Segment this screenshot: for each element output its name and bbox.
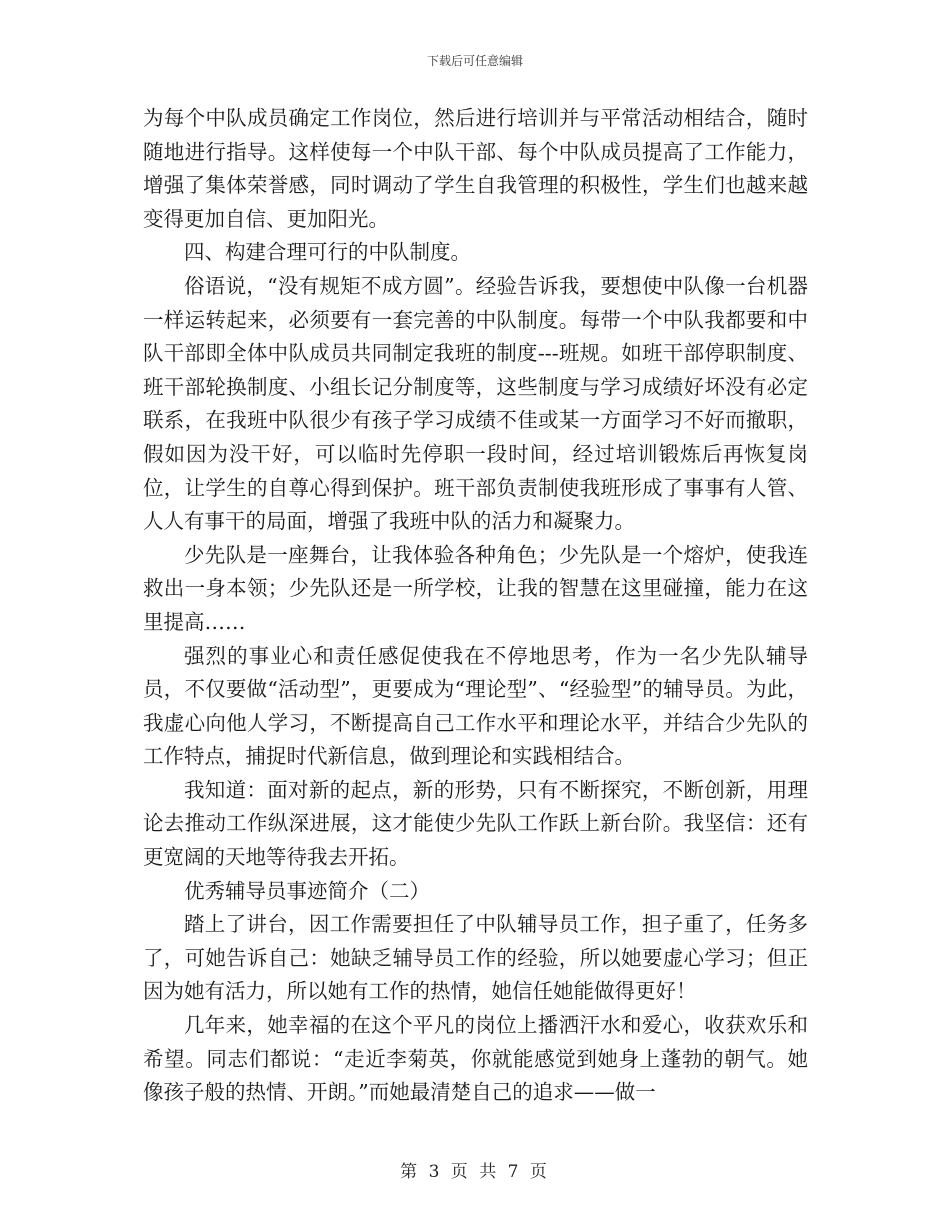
paragraph-1: 为每个中队成员确定工作岗位，然后进行培训并与平常活动相结合，随时随地进行指导。这样使每一个中队干部、每个中队成员提高了工作能力，增强了集体荣誉感，同时调动了学生自我管理的积极性，学生们也越来越变得更加自信、更加阳光。 xyxy=(143,106,808,231)
paragraph-6: 我知道：面对新的起点，新的形势，只有不断探究，不断创新，用理论去推动工作纵深进展，这才能使少先队工作跃上新台阶。我坚信：还有更宽阔的天地等待我去开拓。 xyxy=(143,777,808,870)
document-body xyxy=(143,102,808,1110)
section-heading-4: 四、构建合理可行的中队制度。 xyxy=(184,240,471,265)
paragraph-4: 少先队是一座舞台，让我体验各种角色；少先队是一个熔炉，使我连救出一身本领；少先队还是一所学校，让我的智慧在这里碰撞，能力在这里提高…… xyxy=(143,542,808,634)
paragraph-9: 几年来，她幸福的在这个平凡的岗位上播洒汗水和爱心，收获欢乐和希望。同志们都说：“走近李菊英，你就能感觉到她身上蓬勃的朝气。她像孩子般的热情、开朗。”而她最清楚自己的追求——做一 xyxy=(143,1013,808,1105)
page-header: 下载后可任意编辑 xyxy=(426,54,523,68)
section-title-2: 优秀辅导员事迹简介（二） xyxy=(184,878,430,903)
paragraph-3: 俗语说，“没有规矩不成方圆”。经验告诉我，要想使中队像一台机器一样运转起来，必须要有一套完善的中队制度。每带一个中队我都要和中队干部即全体中队成员共同制定我班的制度---班规。如班干部停职制度、班干部轮换制度、小组长记分制度等，这些制度与学习成绩好坏没有必定联系，在我班中队很少有孩子学习成绩不佳或某一方面学习不好而撤职，假如因为没干好，可以临时先停职一段时间，经过培训锻炼后再恢复岗位，让学生的自尊心得到保护。班干部负责制使我班形成了事事有人管、人人有事干的局面，增强了我班中队的活力和凝聚力。 xyxy=(143,273,808,534)
page-number: 第 3 页 共 7 页 xyxy=(400,1162,550,1182)
paragraph-8: 踏上了讲台，因工作需要担任了中队辅导员工作，担子重了，任务多了，可她告诉自己：她缺乏辅导员工作的经验，所以她要虚心学习；但正因为她有活力，所以她有工作的热情，她信任她能做得更好！ xyxy=(143,912,808,1004)
paragraph-5: 强烈的事业心和责任感促使我在不停地思考，作为一名少先队辅导员，不仅要做“活动型”，更要成为“理论型”、“经验型”的辅导员。为此，我虚心向他人学习，不断提高自己工作水平和理论水平，并结合少先队的工作特点，捕捉时代新信息，做到理论和实践相结合。 xyxy=(143,643,808,769)
